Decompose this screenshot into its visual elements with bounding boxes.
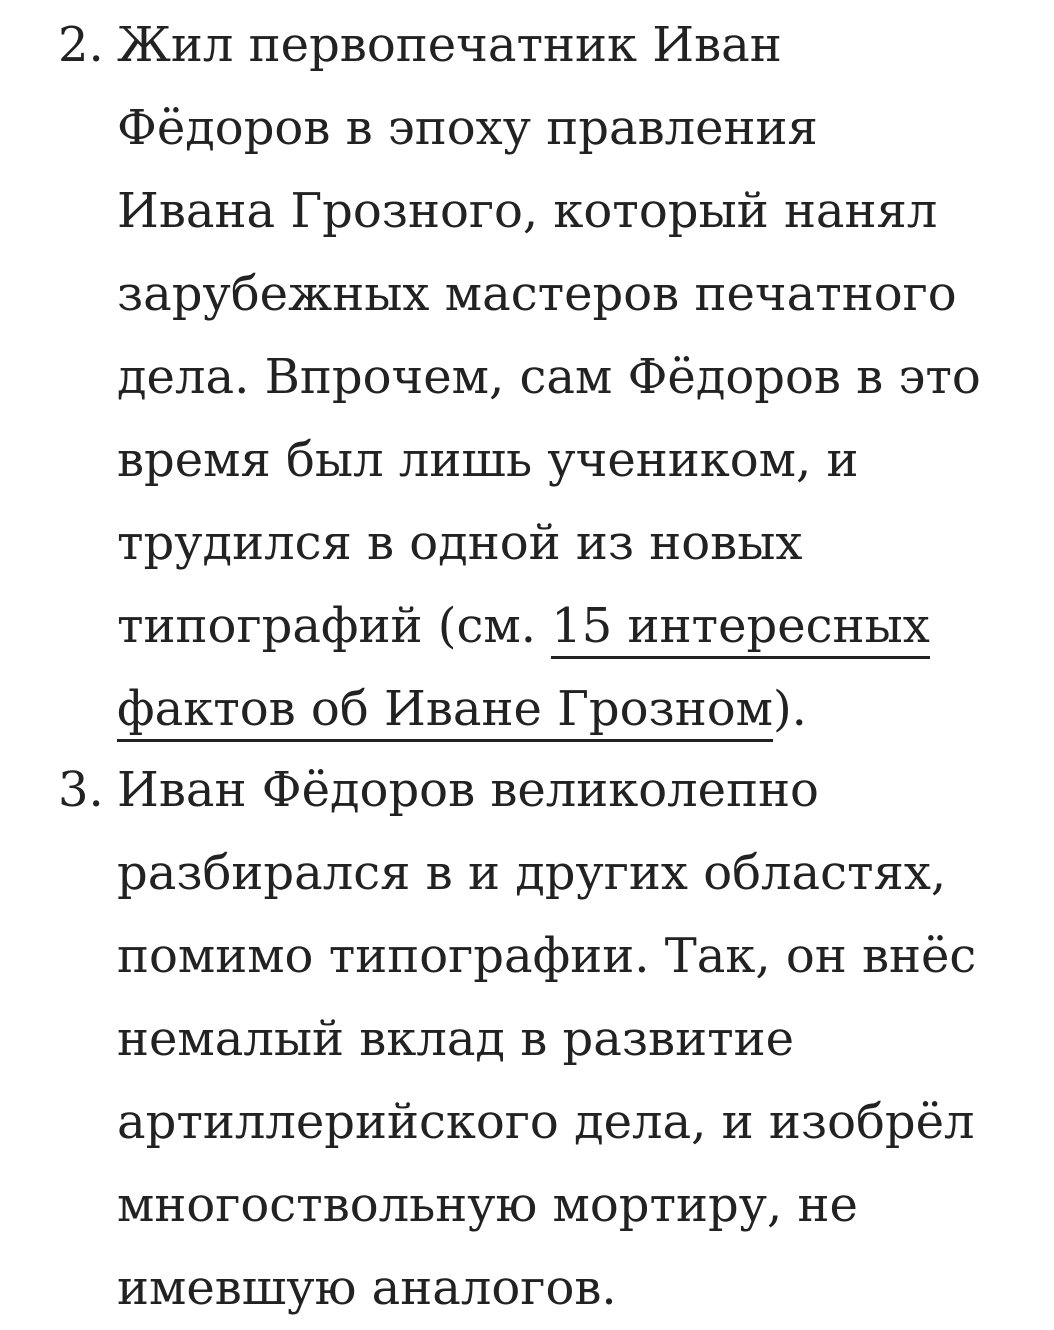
text-line: дела. Впрочем, сам Фёдоров в это <box>117 349 981 405</box>
text-line: зарубежных мастеров печатного <box>117 266 957 322</box>
text-line: помимо типографии. Так, он внёс <box>117 928 977 984</box>
text-line: трудился в одной из новых <box>117 515 803 571</box>
text-line: немалый вклад в развитие <box>117 1011 795 1067</box>
text-line: Фёдоров в эпоху правления <box>117 100 818 156</box>
text-line: Жил первопечатник Иван <box>117 17 782 73</box>
text-line: артиллерийского дела, и изобрёл <box>117 1094 975 1150</box>
list-number: 3. <box>58 762 104 818</box>
text-line: имевшую аналогов. <box>117 1260 617 1316</box>
list-number: 2. <box>58 17 104 73</box>
article-link-part-1[interactable]: 15 интересных <box>551 598 930 659</box>
text-line-with-link <box>117 668 807 751</box>
text-line-with-link <box>117 585 930 668</box>
text-line: разбирался в и других областях, <box>117 845 947 901</box>
article-link-part-2[interactable]: фактов об Иване Грозном <box>117 681 773 742</box>
text-line: многоствольную мортиру, не <box>117 1177 858 1233</box>
text-line: Ивана Грозного, который нанял <box>117 183 938 239</box>
text-fragment: типографий (см. <box>117 598 552 654</box>
text-line: время был лишь учеником, и <box>117 432 859 488</box>
text-line: Иван Фёдоров великолепно <box>117 762 819 818</box>
text-fragment: ). <box>772 681 807 737</box>
